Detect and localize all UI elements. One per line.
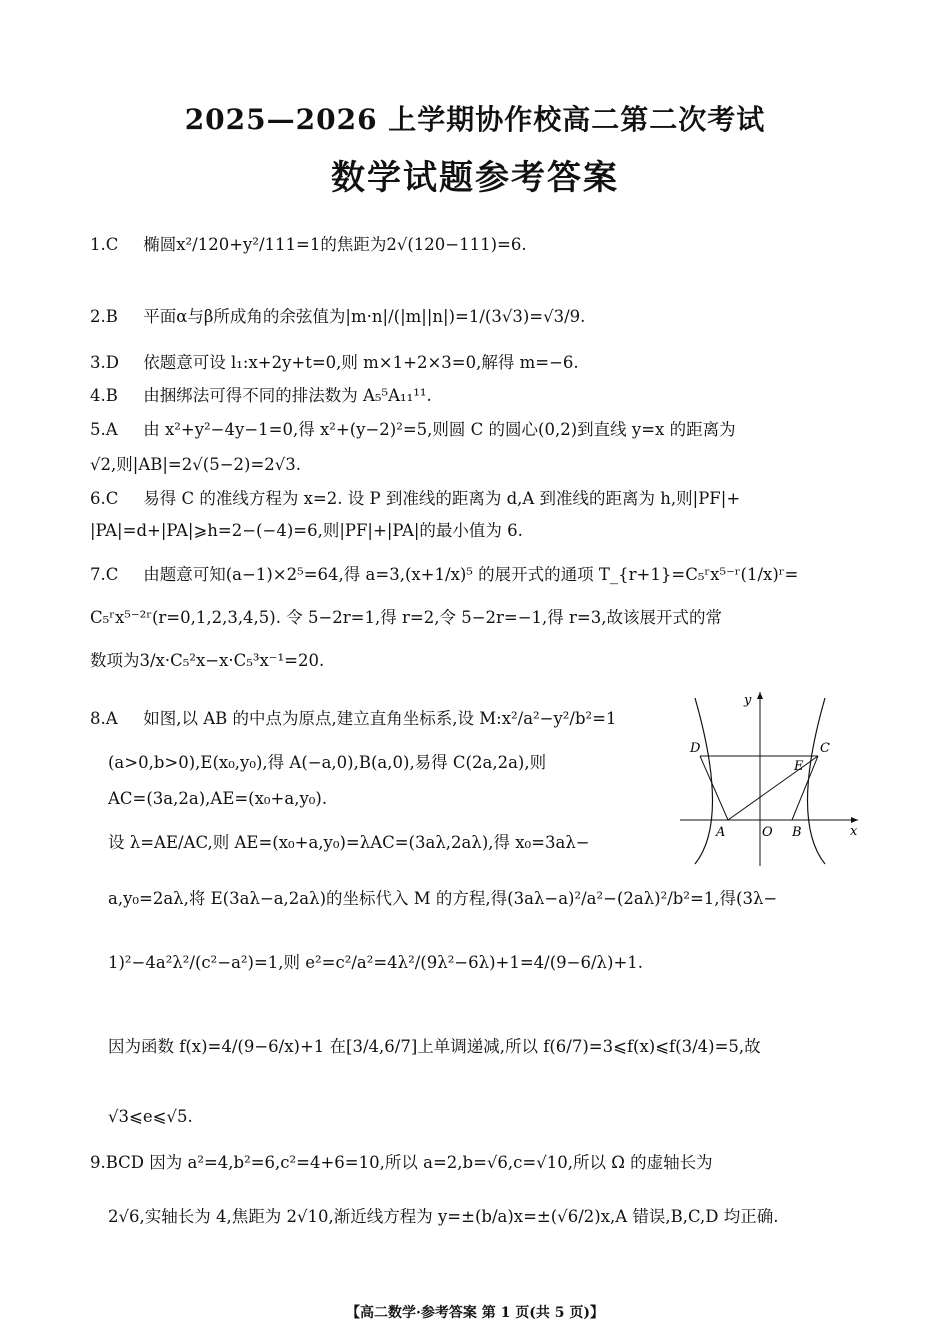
answer-5	[90, 419, 870, 441]
page-title: 2025—2026 上学期协作校高二第二次考试	[184, 103, 766, 136]
answer-number: 5.A	[90, 420, 118, 439]
x-axis-arrow	[851, 817, 858, 823]
label-x: x	[850, 824, 858, 839]
answer-7	[90, 564, 870, 586]
hyperbola-figure	[680, 688, 865, 868]
label-b: B	[792, 825, 802, 840]
answer-3	[90, 352, 870, 374]
answer-8-cont5: 1)²−4a²λ²/(c²−a²)=1,则 e²=c²/a²=4λ²/(9λ²−6λ)+1=4/(9−6/λ)+1.	[108, 953, 644, 972]
answer-8-cont7: √3⩽e⩽√5.	[108, 1107, 193, 1126]
label-o: O	[762, 825, 773, 840]
answer-number: 2.B	[90, 307, 118, 326]
answer-9	[90, 1152, 870, 1174]
label-e: E	[794, 759, 804, 774]
answer-number: 7.C	[90, 565, 119, 584]
answer-text: 易得 C 的准线方程为 x=2. 设 P 到准线的距离为 d,A 到准线的距离为 h,则|PF|+	[143, 489, 741, 508]
answer-number: 8.A	[90, 709, 118, 728]
answer-text: 由题意可知(a−1)×2⁵=64,得 a=3,(x+1/x)⁵ 的展开式的通项 T_{r+1}=C₅ʳx⁵⁻ʳ(1/x)ʳ=	[143, 565, 799, 584]
answer-8-cont6: 因为函数 f(x)=4/(9−6/x)+1 在[3/4,6/7]上单调递减,所以 f(6/7)=3⩽f(x)⩽f(3/4)=5,故	[108, 1037, 761, 1056]
page-footer: 【高二数学·参考答案 第 1 页(共 5 页)】	[346, 1305, 604, 1321]
answer-text: 依题意可设 l₁:x+2y+t=0,则 m×1+2×3=0,解得 m=−6.	[143, 353, 579, 372]
hyperbola-left-branch	[695, 698, 713, 864]
label-a: A	[716, 825, 726, 840]
answer-2	[90, 306, 870, 328]
answer-number: 1.C	[90, 235, 119, 254]
answer-4	[90, 385, 870, 407]
answer-8-cont3: 设 λ=AE/AC,则 AE=(x₀+a,y₀)=λAC=(3aλ,2aλ),得 x₀=3aλ−	[108, 833, 590, 852]
label-d: D	[690, 741, 701, 756]
label-y: y	[744, 693, 752, 708]
y-axis-arrow	[757, 692, 763, 699]
answer-8-cont: (a>0,b>0),E(x₀,y₀),得 A(−a,0),B(a,0),易得 C(2a,2a),则	[108, 753, 547, 772]
answer-8-cont2: AC=(3a,2a),AE=(x₀+a,y₀).	[108, 789, 328, 808]
answer-number: 4.B	[90, 386, 118, 405]
answer-number: 9.BCD	[90, 1153, 145, 1172]
answer-text: 如图,以 AB 的中点为原点,建立直角坐标系,设 M:x²/a²−y²/b²=1	[143, 709, 617, 728]
answer-text: 由 x²+y²−4y−1=0,得 x²+(y−2)²=5,则圆 C 的圆心(0,2)到直线 y=x 的距离为	[143, 420, 736, 439]
label-c: C	[820, 741, 830, 756]
answer-8-cont4: a,y₀=2aλ,将 E(3aλ−a,2aλ)的坐标代入 M 的方程,得(3aλ−a)²/a²−(2aλ)²/b²=1,得(3λ−	[108, 889, 778, 908]
answer-5-cont: √2,则|AB|=2√(5−2)=2√3.	[90, 455, 302, 474]
answer-text: 椭圆x²/120+y²/111=1的焦距为2√(120−111)=6.	[143, 235, 527, 254]
hyperbola-right-branch	[808, 698, 826, 864]
answer-7-cont: C₅ʳx⁵⁻²ʳ(r=0,1,2,3,4,5). 令 5−2r=1,得 r=2,令 5−2r=−1,得 r=3,故该展开式的常	[90, 608, 722, 627]
answer-text: 平面α与β所成角的余弦值为|m·n|/(|m||n|)=1/(3√3)=√3/9.	[143, 307, 586, 326]
answer-number: 3.D	[90, 353, 119, 372]
answer-1	[90, 234, 870, 256]
answer-6-cont: |PA|=d+|PA|⩾h=2−(−4)=6,则|PF|+|PA|的最小值为 6.	[90, 521, 523, 540]
page-subtitle: 数学试题参考答案	[331, 158, 619, 198]
answer-9-cont: 2√6,实轴长为 4,焦距为 2√10,渐近线方程为 y=±(b/a)x=±(√6/2)x,A 错误,B,C,D 均正确.	[108, 1207, 779, 1226]
answer-8	[90, 708, 670, 730]
answer-number: 6.C	[90, 489, 119, 508]
answer-text: 因为 a²=4,b²=6,c²=4+6=10,所以 a=2,b=√6,c=√10,所以 Ω 的虚轴长为	[149, 1153, 713, 1172]
answer-6	[90, 488, 870, 510]
answer-text: 由捆绑法可得不同的排法数为 A₅⁵A₁₁¹¹.	[143, 386, 432, 405]
segment-ad	[700, 756, 728, 820]
answer-7-cont2: 数项为3/x·C₅²x−x·C₅³x⁻¹=20.	[90, 651, 325, 670]
